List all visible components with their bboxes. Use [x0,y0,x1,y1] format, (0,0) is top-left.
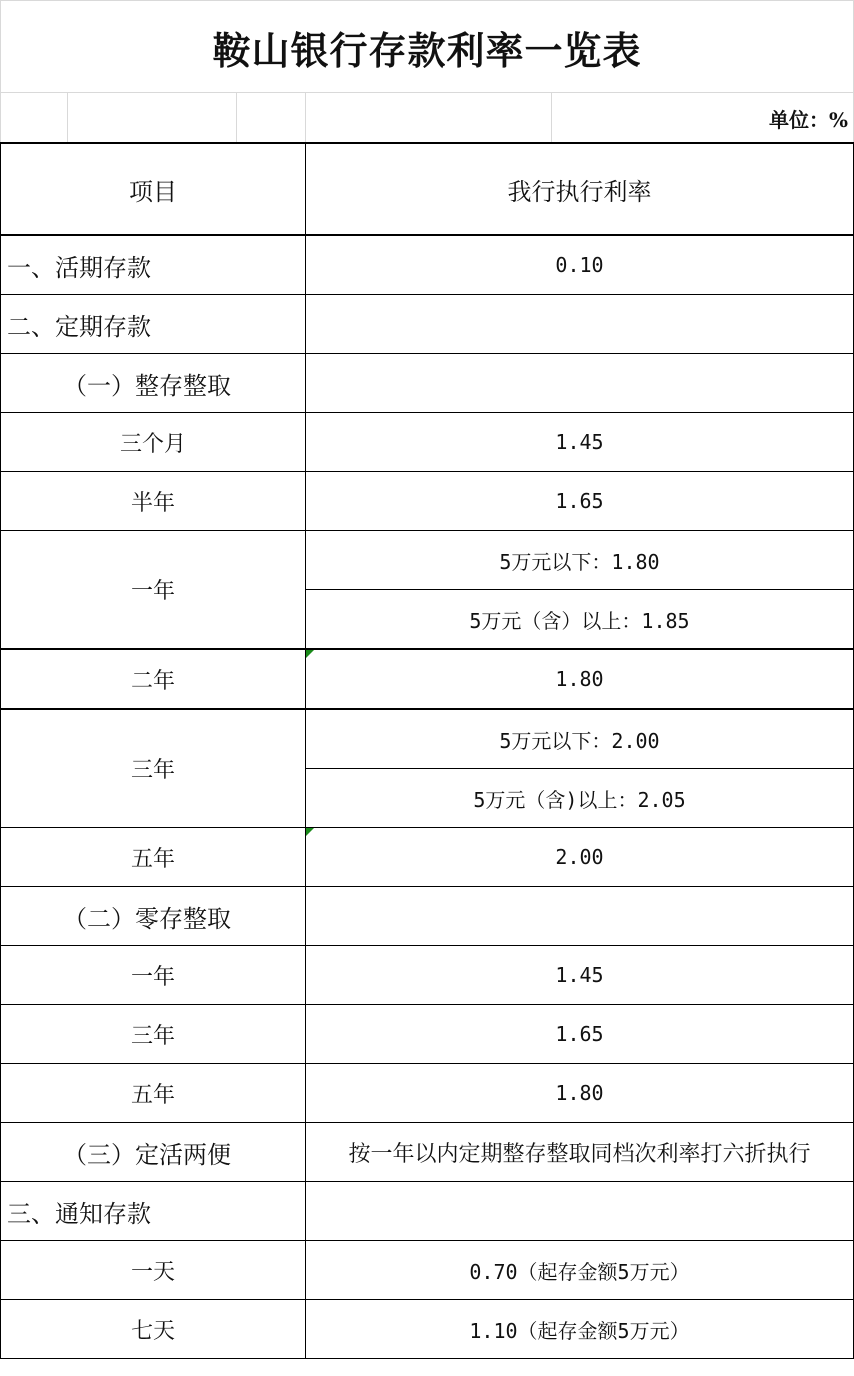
header-item[interactable]: 项目 [1,143,306,235]
row-rate-tier-high[interactable]: 5万元（含）以上：1.85 [306,590,854,650]
rate-table [0,142,854,1359]
row-label[interactable]: 一年 [1,531,306,650]
table-row [1,1300,854,1359]
table-row [1,946,854,1005]
row-label[interactable]: 一、活期存款 [1,235,306,295]
row-rate[interactable] [306,828,854,887]
unit-row [0,92,854,142]
row-label[interactable]: 半年 [1,472,306,531]
row-label[interactable]: 三个月 [1,413,306,472]
row-rate-empty[interactable] [306,1182,854,1241]
row-label[interactable]: 五年 [1,1064,306,1123]
table-row [1,649,854,709]
gridline [305,92,306,142]
row-label[interactable]: 三年 [1,1005,306,1064]
gridline [67,92,68,142]
page-title: 鞍山银行存款利率一览表 [0,0,854,93]
row-rate[interactable]: 0.70（起存金额5万元） [306,1241,854,1300]
table-row [1,1241,854,1300]
row-label[interactable]: 二年 [1,649,306,709]
comment-marker-icon [306,650,314,658]
gridline [551,92,552,142]
row-rate-text: 2.00 [555,845,604,869]
table-row [1,1064,854,1123]
table-row [1,472,854,531]
row-label[interactable]: 一年 [1,946,306,1005]
row-label[interactable]: （一）整存整取 [1,354,306,413]
table-row [1,413,854,472]
row-rate[interactable]: 1.80 [306,1064,854,1123]
row-rate[interactable]: 0.10 [306,235,854,295]
row-label[interactable]: 七天 [1,1300,306,1359]
row-rate[interactable]: 1.65 [306,1005,854,1064]
row-rate-tier-low[interactable]: 5万元以下：2.00 [306,709,854,769]
header-rate[interactable]: 我行执行利率 [306,143,854,235]
gridline [236,92,237,142]
table-row [1,354,854,413]
row-rate-text: 1.80 [555,667,604,691]
table-row [1,235,854,295]
gridline [0,92,854,93]
row-label[interactable]: 一天 [1,1241,306,1300]
table-row [1,828,854,887]
row-label[interactable]: （二）零存整取 [1,887,306,946]
row-rate[interactable]: 1.65 [306,472,854,531]
row-rate-empty[interactable] [306,887,854,946]
row-rate[interactable] [306,649,854,709]
row-rate[interactable]: 1.45 [306,413,854,472]
table-row [1,531,854,590]
comment-marker-icon [306,828,314,836]
gridline [0,92,1,142]
table-row [1,1123,854,1182]
table-row [1,887,854,946]
row-label[interactable]: 三年 [1,709,306,828]
row-rate-empty[interactable] [306,354,854,413]
table-row [1,295,854,354]
table-header-row [1,143,854,235]
row-label[interactable]: 五年 [1,828,306,887]
row-rate[interactable]: 1.10（起存金额5万元） [306,1300,854,1359]
row-rate-empty[interactable] [306,295,854,354]
row-rate-tier-high[interactable]: 5万元（含)以上：2.05 [306,769,854,828]
row-label[interactable]: （三）定活两便 [1,1123,306,1182]
row-label[interactable]: 三、通知存款 [1,1182,306,1241]
row-rate-note[interactable]: 按一年以内定期整存整取同档次利率打六折执行 [306,1123,854,1182]
table-row [1,1005,854,1064]
table-row [1,1182,854,1241]
row-rate[interactable]: 1.45 [306,946,854,1005]
row-label[interactable]: 二、定期存款 [1,295,306,354]
table-row [1,709,854,769]
unit-label: 单位：% [768,108,848,132]
row-rate-tier-low[interactable]: 5万元以下：1.80 [306,531,854,590]
